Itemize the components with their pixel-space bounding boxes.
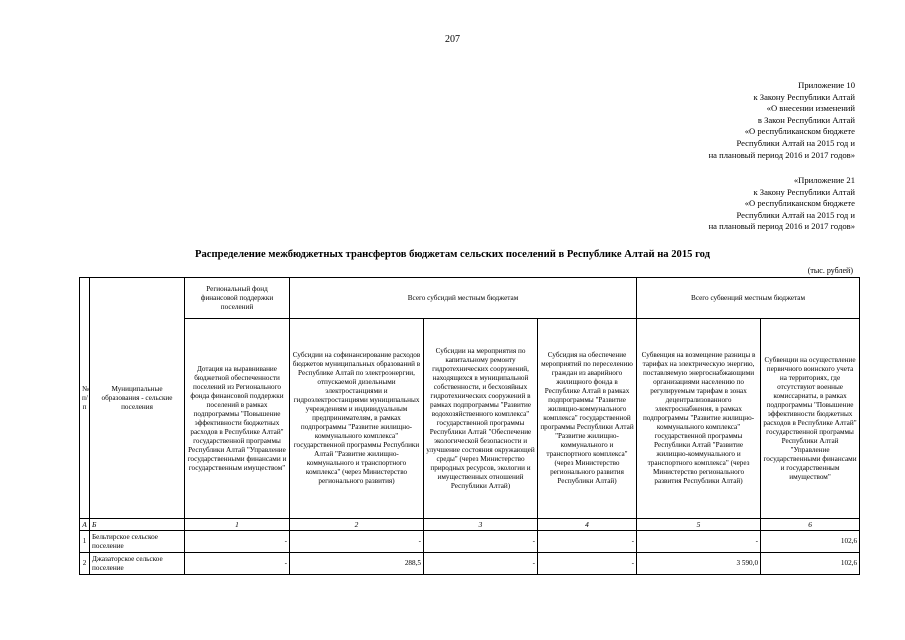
header-number: № п/ п <box>80 278 90 519</box>
annex-line: в Закон Республики Алтай <box>757 114 855 125</box>
cell-col-6: 102,6 <box>761 531 860 553</box>
municipality-name <box>90 553 185 575</box>
column-number: 6 <box>761 519 860 531</box>
cell-col-4: - <box>538 553 637 575</box>
annex-10-header <box>709 80 855 161</box>
transfers-table <box>79 277 860 575</box>
annex-line: Республики Алтай на 2015 год и <box>736 209 855 220</box>
column-numbering-row <box>80 519 860 531</box>
annex-line: «Приложение 21 <box>793 175 855 185</box>
table-header-row <box>80 278 860 319</box>
units-label: (тыс. рублей) <box>807 266 853 275</box>
header-group-fund: Региональный фонд финансовой поддержки поселений <box>185 278 290 319</box>
column-number: А <box>80 519 90 531</box>
annex-line: к Закону Республики Алтай <box>753 91 855 102</box>
cell-col-3: - <box>424 531 538 553</box>
annex-21-header <box>709 175 855 233</box>
municipality-name-line: Джазаторское сельское <box>92 554 163 563</box>
annex-line: Приложение 10 <box>798 80 855 90</box>
annex-line: на плановый период 2016 и 2017 годов» <box>708 149 855 160</box>
annex-line: на плановый период 2016 и 2017 годов» <box>708 221 855 232</box>
table-subheader-row <box>80 319 860 519</box>
cell-col-5: 3 590,0 <box>637 553 761 575</box>
annex-line: Республики Алтай на 2015 год и <box>736 137 855 148</box>
cell-col-2: 288,5 <box>290 553 424 575</box>
header-group-subventions: Всего субвенций местным бюджетам <box>637 278 860 319</box>
cell-col-1: - <box>185 553 290 575</box>
header-col-6: Субвенции на осуществление первичного воинского учета на территориях, где отсутствуют военные комиссариаты, в рамках подпрограммы "Повышение эффективности бюджетных расходов в Республике Алтай" государственной программы Республики Алтай "Управление государственными финансами и государственным имуществом" <box>761 319 860 519</box>
header-col-2: Субсидии на софинансирование расходов бюджетов муниципальных образований в Республике Алтай по электроэнергии, отпускаемой дизельными электростанциями и гидроэлектростанциями муниципальных учреждениям и индивидуальным предпринимателям, в рамках подпрограммы "Развитие жилищно-коммунального комплекса" государственной программы Республики Алтай "Развитие жилищно-коммунального и транспортного комплекса" (через Министерство регионального развития) <box>290 319 424 519</box>
header-col-4: Субсидия на обеспечение мероприятий по переселению граждан из аварийного жилищного фонда в Республике Алтай в рамках подпрограммы "Развитие жилищно-коммунального комплекса" государственной программы Республики Алтай "Развитие жилищно-коммунального и транспортного комплекса" (через Министерство регионального развития Республики Алтай) <box>538 319 637 519</box>
document-title: Распределение межбюджетных трансфертов бюджетам сельских поселений в Республике Алтай на 2015 год <box>195 249 710 260</box>
header-col-1: Дотация на выравнивание бюджетной обеспеченности поселений из Регионального фонда финансовой поддержки поселений в рамках подпрограммы "Повышение эффективности бюджетных расходов в Республике Алтай" государственной программы Республики Алтай "Управление государственными финансами и государственным имуществом" <box>185 319 290 519</box>
annex-line: «О республиканском бюджете <box>744 126 855 137</box>
table-row <box>80 531 860 553</box>
page-number: 207 <box>445 34 460 45</box>
header-group-subsidies: Всего субсидий местным бюджетам <box>290 278 637 319</box>
municipality-name-line: Бельтирское сельское <box>92 532 158 541</box>
cell-col-5: - <box>637 531 761 553</box>
column-number: 5 <box>637 519 761 531</box>
column-number: 1 <box>185 519 290 531</box>
header-col-5: Субвенция на возмещение разницы в тарифах на электрическую энергию, поставляемую энергоснабжающими организациями населению по регулируемым тарифам в зонах децентрализованного электроснабжения, в рамках подпрограммы "Развитие жилищно-коммунального комплекса" государственной программы Республики Алтай "Развитие жилищно-коммунального и транспортного комплекса" (через Министерство регионального развития Республики Алтай) <box>637 319 761 519</box>
header-col-3: Субсидии на мероприятия по капитальному ремонту гидротехнических сооружений, находящихся в муниципальной собственности, и бесхозяйных гидротехнических сооружений в рамках подпрограммы "Развитие водохозяйственного комплекса" государственной программы Республики Алтай "Обеспечение экологической безопасности и улучшение состояния окружающей среды" (через Министерство природных ресурсов, экологии и имущественных отношений Республики Алтай) <box>424 319 538 519</box>
column-number: 2 <box>290 519 424 531</box>
column-number: 4 <box>538 519 637 531</box>
row-number: 1 <box>80 531 90 553</box>
cell-col-4: - <box>538 531 637 553</box>
column-number: Б <box>90 519 185 531</box>
annex-line: «О республиканском бюджете <box>744 198 855 209</box>
annex-line: к Закону Республики Алтай <box>753 186 855 197</box>
municipality-name-line: поселение <box>92 541 124 550</box>
column-number: 3 <box>424 519 538 531</box>
header-municipality: Муниципальные образования - сельские поселения <box>90 278 185 519</box>
cell-col-1: - <box>185 531 290 553</box>
annex-line: «О внесении изменений <box>766 103 855 114</box>
municipality-name-line: поселение <box>92 563 124 572</box>
row-number: 2 <box>80 553 90 575</box>
table-row <box>80 553 860 575</box>
cell-col-6: 102,6 <box>761 553 860 575</box>
cell-col-3: - <box>424 553 538 575</box>
municipality-name <box>90 531 185 553</box>
cell-col-2: - <box>290 531 424 553</box>
